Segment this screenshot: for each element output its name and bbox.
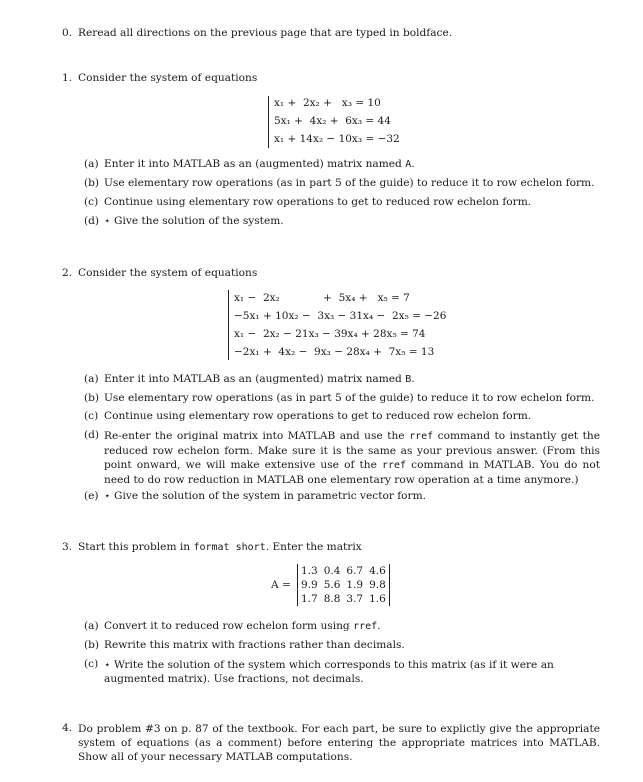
matrix-cell: 9.9	[301, 579, 318, 591]
matrix-cell: 1.7	[301, 593, 318, 605]
matrix-name-code: B	[405, 374, 412, 385]
problem-3c-text: ⋆ Write the solution of the system which corresponds to this matrix (as if it were an augmented matrix). Use fractions, not decimals.	[104, 659, 554, 685]
problem-1-number: 1.	[62, 72, 73, 84]
matrix-cell: 6.7	[346, 565, 364, 577]
matrix-cell: 8.8	[323, 593, 341, 605]
matrix-name-code: A	[405, 159, 412, 170]
problem-2-equation-2: −5x₁ + 10x₂ − 3x₃ − 31x₄ − 2x₅ = −26	[234, 310, 447, 322]
problem-2d-label: (d)	[84, 429, 100, 441]
format-short-code: format short	[193, 542, 266, 553]
problem-2-brace	[228, 290, 229, 360]
problem-2-intro: Consider the system of equations	[78, 267, 258, 279]
star-icon: ⋆	[104, 659, 111, 671]
item-0-number: 0.	[62, 27, 73, 39]
problem-2-equation-3: x₁ − 2x₂ − 21x₃ − 39x₄ + 28x₅ = 74	[234, 328, 426, 340]
matrix-row	[298, 592, 390, 606]
problem-1-equation-3: x₁ + 14x₂ − 10x₃ = −32	[274, 133, 400, 145]
problem-2a-text: Enter it into MATLAB as an (augmented) matrix named B.	[104, 373, 415, 385]
star-icon: ⋆	[104, 490, 111, 502]
item-0-text: Reread all directions on the previous page that are typed in boldface.	[78, 27, 453, 39]
matrix-cell: 0.4	[323, 565, 341, 577]
matrix-row	[298, 564, 390, 578]
problem-1-intro: Consider the system of equations	[78, 72, 258, 84]
matrix-cell: 3.7	[346, 593, 364, 605]
problem-2c-text: Continue using elementary row operations to get to reduced row echelon form.	[104, 410, 532, 422]
problem-2-number: 2.	[62, 267, 73, 279]
problem-2a-label: (a)	[84, 373, 99, 385]
problem-3-intro: Start this problem in format short. Enter the matrix	[78, 541, 362, 553]
problem-2b-text: Use elementary row operations (as in part 5 of the guide) to reduce it to row echelon form.	[104, 392, 595, 404]
matrix-cell: 4.6	[369, 565, 386, 577]
problem-2c-label: (c)	[84, 410, 99, 422]
problem-2e-label: (e)	[84, 490, 99, 502]
problem-3b-text: Rewrite this matrix with fractions rather than decimals.	[104, 639, 405, 651]
problem-1c-label: (c)	[84, 196, 99, 208]
problem-3-number: 3.	[62, 541, 73, 553]
rref-code: rref	[381, 460, 407, 471]
problem-1d-text: ⋆ Give the solution of the system.	[104, 215, 284, 227]
problem-3a-label: (a)	[84, 620, 99, 632]
problem-1-brace	[268, 96, 269, 148]
matrix-cell: 9.8	[369, 579, 386, 591]
problem-3a-text: Convert it to reduced row echelon form using rref.	[104, 620, 381, 632]
rref-code: rref	[409, 431, 434, 442]
problem-1-equation-1: x₁ + 2x₂ + x₃ = 10	[274, 97, 381, 109]
problem-2e-text: ⋆ Give the solution of the system in parametric vector form.	[104, 490, 427, 502]
problem-1c-text: Continue using elementary row operations to get to reduced row echelon form.	[104, 196, 532, 208]
matrix-cell: 1.6	[369, 593, 386, 605]
problem-1d-label: (d)	[84, 215, 100, 227]
matrix-row	[298, 578, 390, 592]
problem-2b-label: (b)	[84, 392, 100, 404]
matrix-cell: 1.3	[301, 565, 318, 577]
matrix-label: A =	[271, 579, 291, 591]
problem-1b-label: (b)	[84, 177, 100, 189]
rref-code: rref	[353, 621, 378, 632]
problem-1-equation-2: 5x₁ + 4x₂ + 6x₃ = 44	[274, 115, 391, 127]
matrix-cell: 1.9	[346, 579, 364, 591]
problem-3b-label: (b)	[84, 639, 100, 651]
problem-3c-label: (c)	[84, 658, 99, 670]
problem-1b-text: Use elementary row operations (as in part 5 of the guide) to reduce it to row echelon form.	[104, 177, 595, 189]
matrix-a	[297, 564, 390, 606]
problem-2-equation-4: −2x₁ + 4x₂ − 9x₃ − 28x₄ + 7x₅ = 13	[234, 346, 435, 358]
problem-4-text: Do problem #3 on p. 87 of the textbook. For each part, be sure to explictly give the appropriate system of equations (as a comment) before entering the appropriate matrices into MATLAB. Show all of your necessary MATLAB computations.	[78, 723, 600, 763]
problem-4-number: 4.	[62, 722, 73, 734]
problem-1a-text: Enter it into MATLAB as an (augmented) matrix named A.	[104, 158, 415, 170]
problem-1a-label: (a)	[84, 158, 99, 170]
matrix-cell: 5.6	[323, 579, 341, 591]
problem-2-equation-1: x₁ − 2x₂ + 5x₄ + x₅ = 7	[234, 292, 410, 304]
problem-2d-text: Re-enter the original matrix into MATLAB and use the rref command to instantly get the reduced row echelon form. Make sure it is the same as your previous answer. (From this point onward, we will make extensive use of the rref command in MATLAB. You do not need to do row reduction in MATLAB one elementary row operation at a time anymore.)	[104, 430, 600, 486]
star-icon: ⋆	[104, 215, 111, 227]
